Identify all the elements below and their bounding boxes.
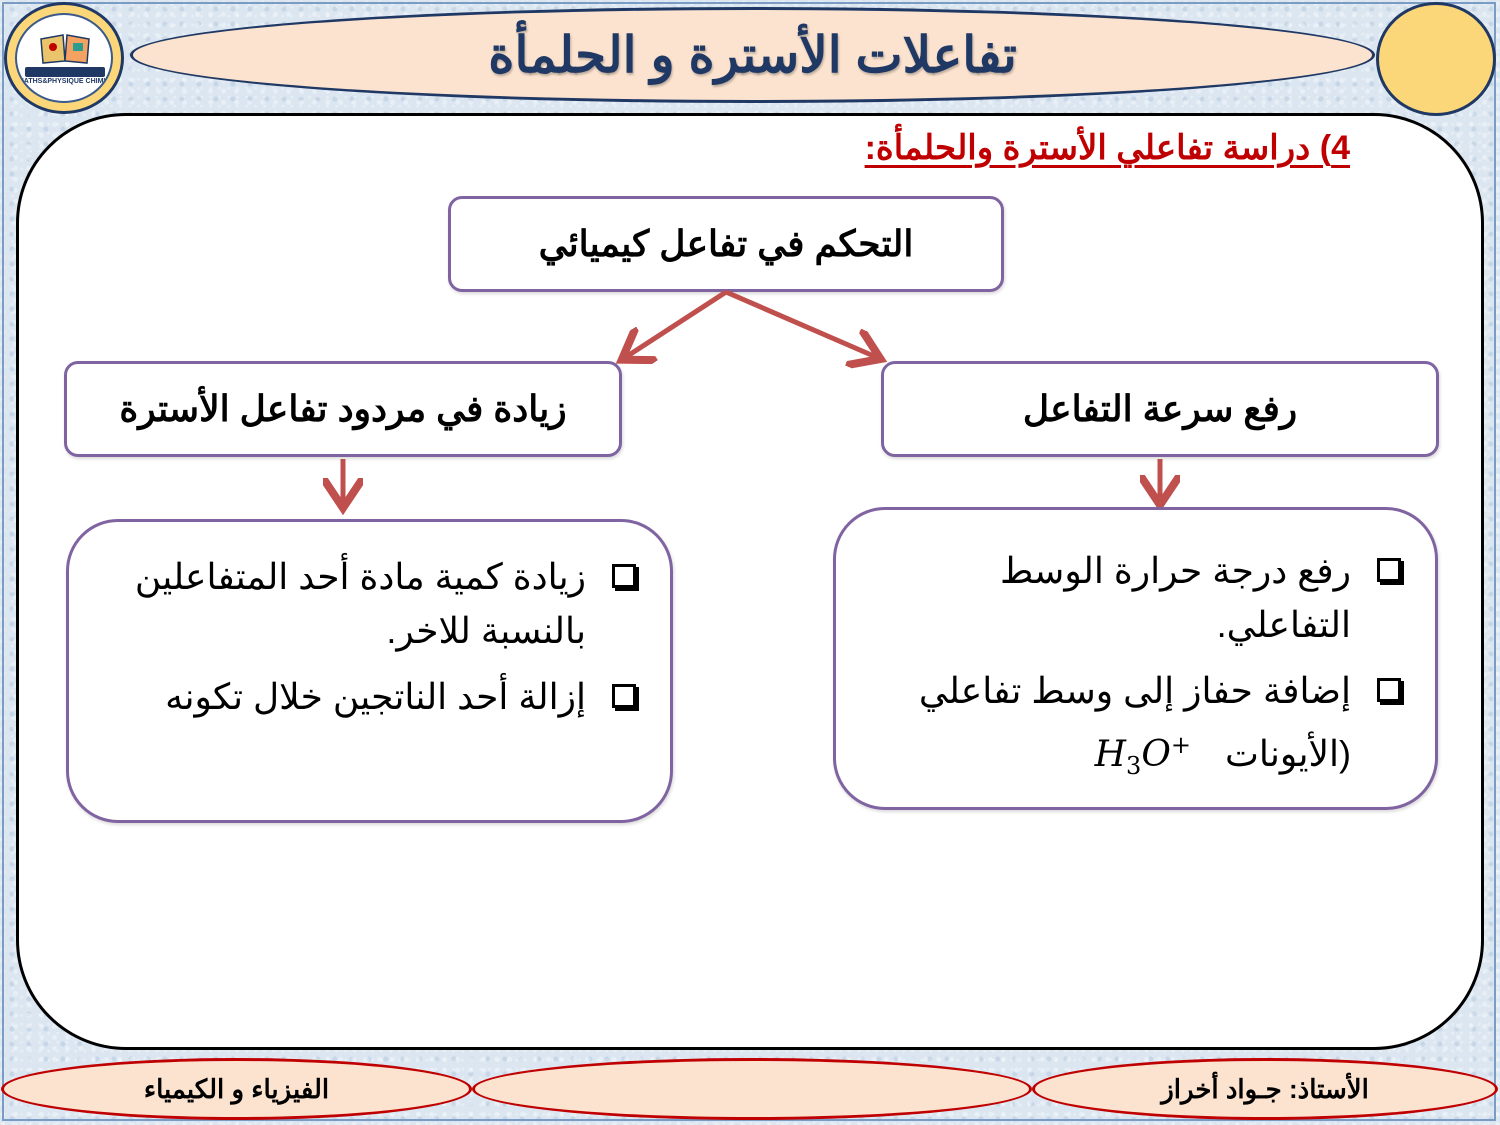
checkbox-bullet-icon bbox=[1377, 678, 1401, 702]
formula-base-o: O bbox=[1141, 734, 1171, 775]
section-heading: 4) دراسة تفاعلي الأسترة والحلمأة: bbox=[864, 129, 1350, 167]
footer-teacher-label: الأستاذ: جـواد أخراز bbox=[1161, 1073, 1369, 1104]
footer-subject-label: الفيزياء و الكيمياء bbox=[143, 1073, 330, 1104]
list-item bbox=[876, 544, 1401, 652]
checkbox-bullet-icon bbox=[612, 684, 636, 708]
list-item-text: رفع درجة حرارة الوسط التفاعلي. bbox=[1000, 550, 1351, 645]
logo-text: MATHS&PHYSIQUE CHIMIE bbox=[17, 78, 111, 85]
footer-middle bbox=[472, 1058, 1032, 1120]
checkbox-bullet-icon bbox=[612, 564, 636, 588]
list-item-text: زيادة كمية مادة أحد المتفاعلين بالنسبة للاخر. bbox=[134, 556, 586, 651]
footer-teacher bbox=[1032, 1058, 1498, 1120]
logo-band bbox=[25, 67, 105, 77]
root-box bbox=[448, 196, 1004, 292]
branch-rate-label: رفع سرعة التفاعل bbox=[1022, 388, 1298, 429]
formula-base-h: H bbox=[1094, 734, 1127, 775]
title-banner bbox=[130, 7, 1375, 103]
formula-subscript: 3 bbox=[1126, 752, 1142, 781]
root-label: التحكم في تفاعل كيميائي bbox=[538, 223, 914, 264]
checkbox-bullet-icon bbox=[1377, 558, 1401, 582]
list-item bbox=[109, 550, 636, 658]
corner-decoration bbox=[1376, 2, 1496, 116]
page-title: تفاعلات الأسترة و الحلمأة bbox=[488, 27, 1017, 83]
list-item bbox=[109, 670, 636, 724]
formula-charge: + bbox=[1170, 731, 1191, 759]
book-icon bbox=[39, 33, 91, 65]
footer-subject bbox=[1, 1058, 472, 1120]
school-logo bbox=[4, 2, 124, 114]
hydronium-formula bbox=[1095, 718, 1191, 793]
list-item-text: إضافة حفاز إلى وسط تفاعلي (الأيونات bbox=[918, 670, 1351, 774]
list-item bbox=[876, 664, 1401, 793]
branch-yield-label: زيادة في مردود تفاعل الأسترة bbox=[119, 388, 567, 429]
branch-rate-box bbox=[881, 361, 1439, 457]
rate-details-box bbox=[833, 507, 1438, 810]
yield-details-box bbox=[66, 519, 673, 823]
list-item-text: إزالة أحد الناتجين خلال تكونه bbox=[165, 676, 586, 717]
logo-emblem bbox=[15, 13, 113, 103]
branch-yield-box bbox=[64, 361, 622, 457]
